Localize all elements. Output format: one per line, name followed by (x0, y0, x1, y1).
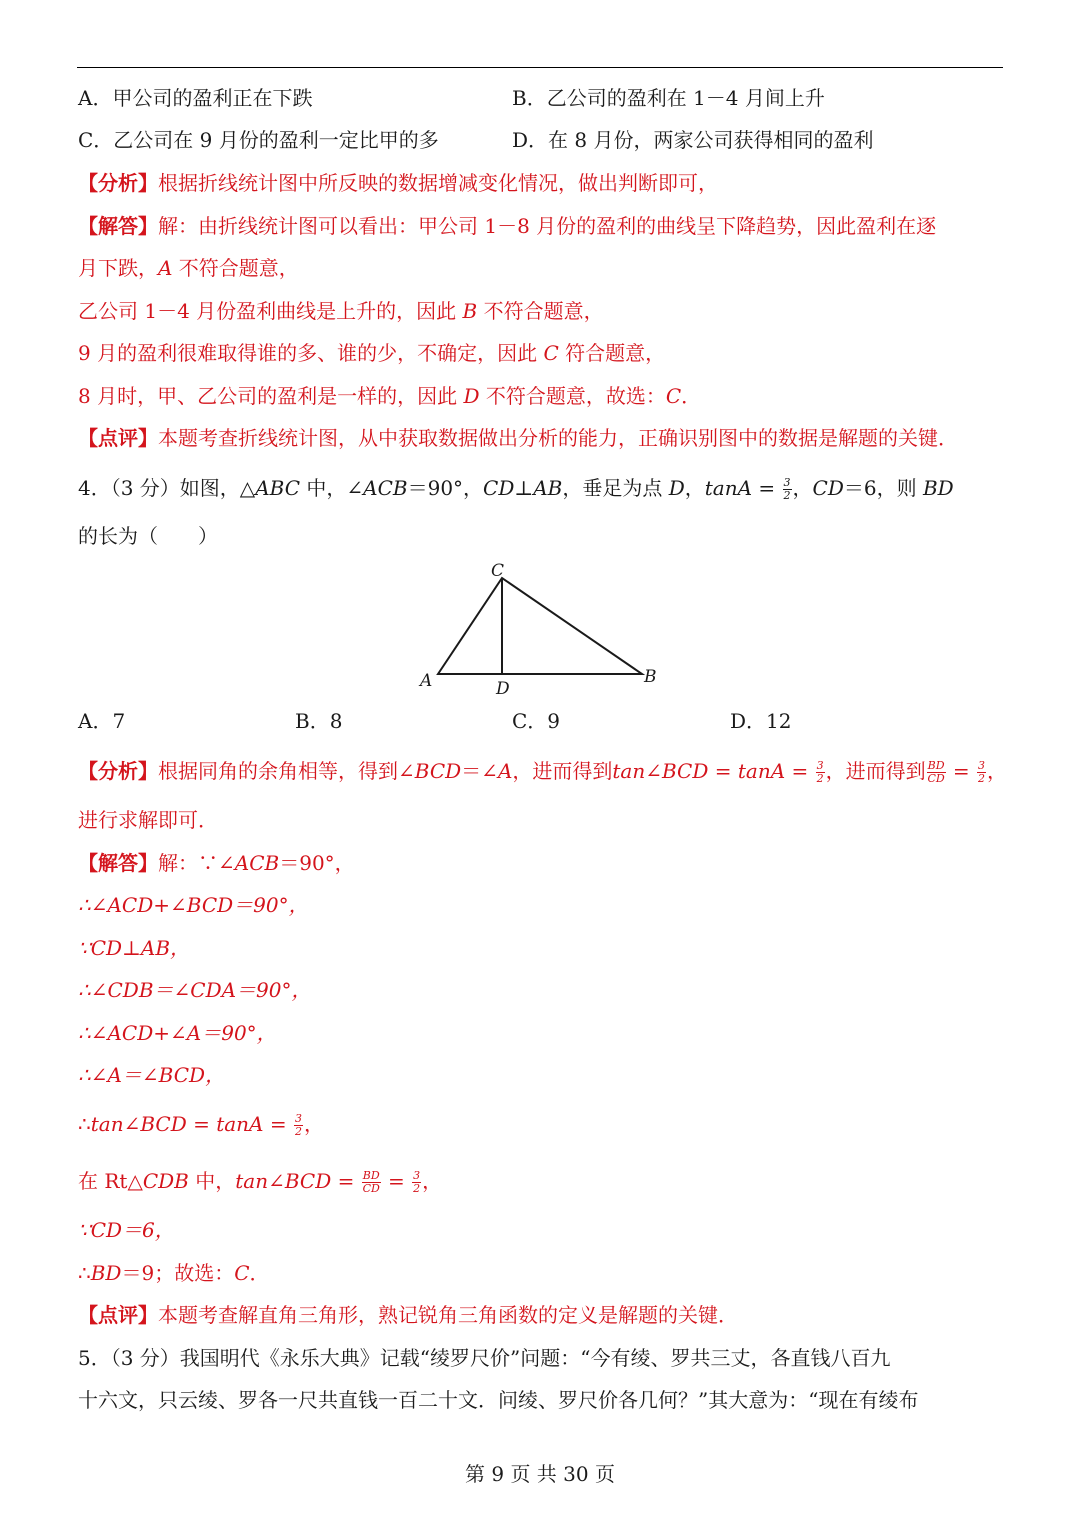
analysis-tag: 【分析】 (78, 171, 158, 195)
fraction (783, 477, 792, 502)
q4-step-10 (78, 1259, 270, 1287)
text: ，进而得到 (825, 759, 926, 783)
text: ， (792, 476, 813, 500)
denominator: 2 (816, 772, 824, 785)
q4-stem-line-1 (78, 474, 954, 502)
triangle-figure (410, 556, 670, 696)
q3-option-c: C．乙公司在 9 月份的盈利一定比甲的多 (78, 128, 439, 152)
text: 月下跌， (78, 256, 158, 280)
q4-option-a: A．7 (78, 709, 126, 733)
q3-option-b: B．乙公司的盈利在 1－4 月间上升 (512, 86, 825, 110)
fraction (977, 760, 986, 785)
var: C (665, 384, 682, 408)
text: ， (684, 476, 705, 500)
label-a: A (420, 671, 433, 691)
var: A (158, 256, 173, 280)
text: 根据同角的余角相等，得到∠ (158, 759, 415, 783)
q5-stem-line-1: 5．（3 分）我国明代《永乐大典》记载“绫罗尺价”问题：“今有绫、罗共三丈，各直钱八百九 (78, 1346, 891, 1370)
q3-analysis (78, 169, 718, 197)
math: tan∠BCD = tanA = (90, 1112, 293, 1136)
text: ＝90°， (407, 476, 484, 500)
q3-answer-line-2 (78, 254, 299, 282)
q3-answer-line-4 (78, 339, 665, 367)
q3-comment (78, 424, 958, 452)
text: = (946, 759, 977, 783)
label-c: C (491, 561, 505, 581)
numerator: BD (927, 759, 945, 772)
var: ABC (255, 476, 301, 500)
text: 9 月的盈利很难取得谁的多、谁的少，不确定，因此 (78, 341, 544, 365)
var: ACB (363, 476, 408, 500)
q4-step-2: ∴∠ACD+∠BCD＝90°， (78, 893, 309, 917)
var: ACB (234, 851, 280, 875)
var: BD (90, 1261, 122, 1285)
q4-answer-line-1 (78, 849, 355, 877)
denominator: CD (927, 772, 945, 785)
header-rule (77, 67, 1003, 68)
text: ＝6，则 (843, 476, 923, 500)
q4-option-b: B．8 (295, 709, 343, 733)
q4-stem-line-2: 的长为（ ） (78, 524, 218, 548)
text: 不符合题意，故选： (479, 384, 666, 408)
comment-text: 本题考查解直角三角形，熟记锐角三角函数的定义是解题的关键． (158, 1303, 738, 1327)
text: 不符合题意， (172, 256, 299, 280)
text: 8 月时，甲、乙公司的盈利是一样的，因此 (78, 384, 464, 408)
var: D (463, 384, 480, 408)
q4-step-6: ∴∠A＝∠BCD， (78, 1063, 226, 1087)
numerator: 3 (783, 476, 791, 489)
q4-step-7 (78, 1110, 324, 1138)
text: ⊥ (514, 476, 534, 500)
fraction (412, 1170, 421, 1195)
q4-step-9: ∵CD＝6， (78, 1218, 175, 1242)
text: ，进而得到 (512, 759, 613, 783)
var: CDB (142, 1169, 189, 1193)
var: BCD (414, 759, 462, 783)
comment-text: 本题考查折线统计图，从中获取数据做出分析的能力，正确识别图中的数据是解题的关键． (158, 426, 958, 450)
answer-tag: 【解答】 (78, 214, 158, 238)
page-footer: 第 9 页 共 30 页 (465, 1462, 615, 1486)
var: A (497, 759, 513, 783)
label-b: B (644, 667, 657, 687)
var: CD (483, 476, 515, 500)
text: 解：∵∠ (158, 851, 235, 875)
answer-text: 解：由折线统计图可以看出：甲公司 1－8 月份的盈利的曲线呈下降趋势，因此盈利在逐 (158, 214, 937, 238)
q5-stem-line-2: 十六文，只云绫、罗各一尺共直钱一百二十文．问绫、罗尺价各几何？”其大意为：“现在有绫布 (78, 1388, 919, 1412)
q4-analysis (78, 757, 1007, 785)
numerator: 3 (816, 759, 824, 772)
var: D (668, 476, 685, 500)
q4-comment (78, 1301, 738, 1329)
var: BD (922, 476, 954, 500)
denominator: 2 (978, 772, 986, 785)
var: CD (812, 476, 844, 500)
text: ． (249, 1261, 270, 1285)
numerator: 3 (978, 759, 986, 772)
q4-option-c: C．9 (512, 709, 561, 733)
text: ＝∠ (461, 759, 498, 783)
text: = (752, 476, 782, 500)
text: ， (422, 1169, 443, 1193)
numerator: 3 (413, 1169, 421, 1182)
analysis-text: 根据折线统计图中所反映的数据增减变化情况，做出判断即可， (158, 171, 718, 195)
var: AB (533, 476, 563, 500)
text: 乙公司 1－4 月份盈利曲线是上升的，因此 (78, 299, 463, 323)
text: 不符合题意， (477, 299, 604, 323)
label-d: D (496, 679, 510, 696)
text: 中， (188, 1169, 236, 1193)
q4-step-4: ∴∠CDB＝∠CDA＝90°， (78, 978, 312, 1002)
denominator: 2 (783, 489, 791, 502)
text: 符合题意， (558, 341, 666, 365)
comment-tag: 【点评】 (78, 1303, 158, 1327)
text: ＝90°， (279, 851, 355, 875)
text: 在 Rt△ (78, 1169, 143, 1193)
q3-option-a: A．甲公司的盈利正在下跌 (78, 86, 313, 110)
denominator: 2 (294, 1125, 302, 1138)
analysis-tag: 【分析】 (78, 759, 158, 783)
answer-tag: 【解答】 (78, 851, 158, 875)
math: tan∠BCD = tanA = (612, 759, 815, 783)
comment-tag: 【点评】 (78, 426, 158, 450)
fraction (294, 1113, 303, 1138)
var: B (462, 299, 478, 323)
q3-answer-line-3 (78, 297, 604, 325)
text: ． (681, 384, 702, 408)
math: tan∠BCD = (235, 1169, 361, 1193)
var: C (234, 1261, 250, 1285)
text: 4．（3 分）如图，△ (78, 476, 256, 500)
triangle-abc (438, 578, 642, 674)
fraction (362, 1170, 381, 1195)
text: ， (987, 759, 1008, 783)
text: ＝9；故选： (121, 1261, 235, 1285)
q4-analysis-line-2: 进行求解即可． (78, 808, 218, 832)
numerator: BD (362, 1169, 380, 1182)
q3-answer-line-1 (78, 212, 936, 240)
q4-step-5: ∴∠ACD+∠A＝90°， (78, 1021, 277, 1045)
numerator: 3 (294, 1112, 302, 1125)
q3-option-d: D．在 8 月份，两家公司获得相同的盈利 (512, 128, 874, 152)
text: 中，∠ (300, 476, 364, 500)
q4-step-3: ∵CD⊥AB， (78, 936, 191, 960)
q4-step-8 (78, 1167, 442, 1195)
fraction (927, 760, 946, 785)
text: ，垂足为点 (562, 476, 669, 500)
text: ∴ (78, 1112, 91, 1136)
q4-option-d: D．12 (730, 709, 792, 733)
text: = (381, 1169, 412, 1193)
denominator: CD (362, 1182, 380, 1195)
text: ∴ (78, 1261, 91, 1285)
fraction (816, 760, 825, 785)
q3-answer-line-5 (78, 382, 701, 410)
math: tanA (704, 476, 753, 500)
var: C (543, 341, 559, 365)
denominator: 2 (413, 1182, 421, 1195)
text: ， (303, 1112, 324, 1136)
